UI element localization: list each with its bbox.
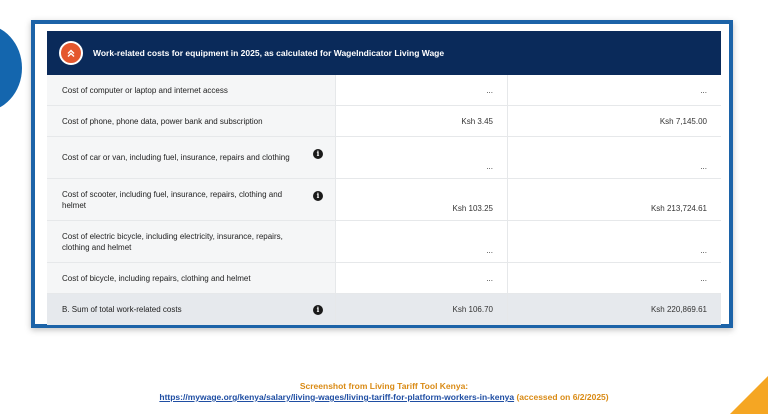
source-link[interactable]: https://mywage.org/kenya/salary/living-wages/living-tariff-for-platform-workers-in-kenya <box>159 392 515 402</box>
total-value-1: Ksh 106.70 <box>335 294 507 325</box>
decorative-circle <box>0 24 22 112</box>
total-value-2: Ksh 220,869.61 <box>507 294 721 325</box>
row-value-1: ... <box>335 263 507 293</box>
collapse-button[interactable] <box>59 41 83 65</box>
row-value-2: ... <box>507 137 721 178</box>
row-value-2: Ksh 213,724.61 <box>507 179 721 220</box>
row-label: Cost of car or van, including fuel, insurance, repairs and clothing <box>62 153 290 162</box>
table-row <box>47 137 721 179</box>
row-label-container <box>47 179 335 220</box>
row-value-1: ... <box>335 221 507 262</box>
row-label: Cost of bicycle, including repairs, clothing and helmet <box>47 263 335 293</box>
cost-table <box>47 75 721 325</box>
screenshot-frame <box>31 20 733 328</box>
row-value-2: ... <box>507 75 721 105</box>
row-value-2: Ksh 7,145.00 <box>507 106 721 136</box>
info-icon[interactable]: i <box>313 305 323 315</box>
section-title: Work-related costs for equipment in 2025, as calculated for WageIndicator Living Wage <box>93 48 445 58</box>
table-row <box>47 263 721 294</box>
table-row <box>47 75 721 106</box>
accessed-date: (accessed on 6/2/2025) <box>516 392 609 402</box>
caption-link-line <box>0 392 768 402</box>
row-label: Cost of electric bicycle, including electricity, insurance, repairs, clothing and helmet <box>47 221 335 262</box>
row-value-2: ... <box>507 263 721 293</box>
row-label-container <box>47 137 335 178</box>
table-row <box>47 179 721 221</box>
section-header[interactable] <box>47 31 721 75</box>
info-icon[interactable]: i <box>313 191 323 201</box>
total-label-container <box>47 294 335 325</box>
table-row <box>47 106 721 137</box>
row-value-1: ... <box>335 137 507 178</box>
row-label: Cost of phone, phone data, power bank and subscription <box>47 106 335 136</box>
total-label: B. Sum of total work-related costs <box>62 305 182 314</box>
row-value-1: ... <box>335 75 507 105</box>
info-icon[interactable]: i <box>313 149 323 159</box>
chevron-up-icon <box>65 47 77 59</box>
row-label: Cost of computer or laptop and internet access <box>47 75 335 105</box>
row-value-2: ... <box>507 221 721 262</box>
caption-source: Screenshot from Living Tariff Tool Kenya: <box>299 381 469 391</box>
total-row <box>47 294 721 325</box>
row-value-1: Ksh 3.45 <box>335 106 507 136</box>
table-row <box>47 221 721 263</box>
row-value-1: Ksh 103.25 <box>335 179 507 220</box>
row-label: Cost of scooter, including fuel, insurance, repairs, clothing and helmet <box>62 189 283 210</box>
